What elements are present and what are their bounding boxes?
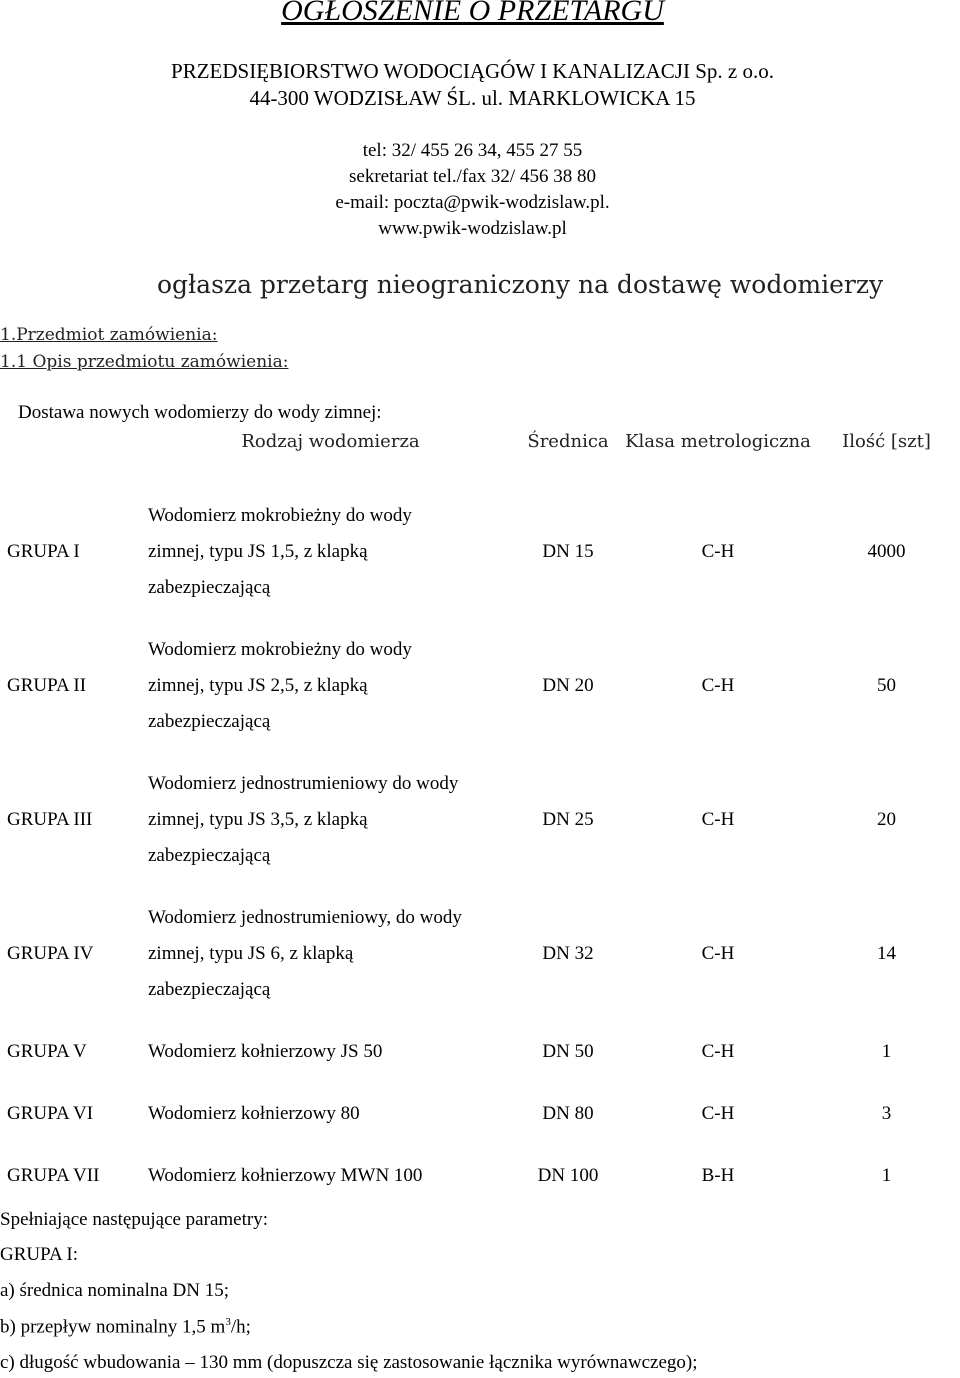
meter-description: Wodomierz kołnierzowy JS 50 — [148, 1041, 383, 1062]
quantity: 14 — [877, 943, 896, 964]
table-row — [0, 887, 960, 1021]
diameter: DN 25 — [542, 809, 594, 830]
param-c: c) długość wbudowania – 130 mm (dopuszcza się zastosowanie łącznika wyrównawczego); — [0, 1352, 698, 1373]
group-label: GRUPA I — [7, 541, 80, 562]
diameter: DN 32 — [542, 943, 594, 964]
subsection-heading: 1.1 Opis przedmiotu zamówienia: — [0, 352, 289, 372]
params-group-heading: GRUPA I: — [0, 1244, 78, 1265]
table-row — [0, 619, 960, 753]
meter-description: Wodomierz mokrobieżny do wody zimnej, typu JS 2,5, z klapką zabezpieczającą — [148, 639, 412, 732]
params-intro: Spełniające następujące parametry: — [0, 1209, 268, 1230]
metrological-class: B-H — [701, 1165, 735, 1186]
section-heading: 1.Przedmiot zamówienia: — [0, 325, 218, 345]
meter-description: Wodomierz jednostrumieniowy, do wody zimnej, typu JS 6, z klapką zabezpieczającą — [148, 907, 462, 1000]
metrological-class: C-H — [701, 1103, 735, 1124]
meter-description: Wodomierz mokrobieżny do wody zimnej, typu JS 1,5, z klapką zabezpieczającą — [148, 505, 412, 598]
diameter: DN 50 — [542, 1041, 594, 1062]
param-a: a) średnica nominalna DN 15; — [0, 1280, 229, 1301]
diameter: DN 15 — [542, 541, 594, 562]
diameter: DN 100 — [537, 1165, 599, 1186]
quantity: 20 — [877, 809, 896, 830]
meter-description: Wodomierz jednostrumieniowy do wody zimnej, typu JS 3,5, z klapką zabezpieczającą — [148, 773, 459, 866]
company-name: PRZEDSIĘBIORSTWO WODOCIĄGÓW I KANALIZACJI Sp. z o.o. — [171, 59, 774, 83]
table-row — [0, 1021, 960, 1083]
document-title: OGŁOSZENIE O PRZETARGU — [281, 0, 664, 27]
diameter: DN 20 — [542, 675, 594, 696]
contact-www: www.pwik-wodzislaw.pl — [378, 218, 567, 239]
group-label: GRUPA IV — [7, 943, 94, 964]
header-diameter: Średnica — [527, 430, 609, 452]
group-label: GRUPA III — [7, 809, 93, 830]
group-label: GRUPA II — [7, 675, 87, 696]
table-row — [0, 1145, 960, 1207]
metrological-class: C-H — [701, 675, 735, 696]
group-label: GRUPA VII — [7, 1165, 100, 1186]
header-quantity: Ilość [szt] — [842, 430, 931, 452]
diameter: DN 80 — [542, 1103, 594, 1124]
quantity: 4000 — [867, 541, 906, 562]
quantity: 1 — [881, 1041, 892, 1062]
contact-tel: tel: 32/ 455 26 34, 455 27 55 — [362, 140, 583, 161]
quantity: 50 — [877, 675, 896, 696]
meter-description: Wodomierz kołnierzowy 80 — [148, 1103, 360, 1124]
table-row — [0, 1083, 960, 1145]
table-header-row — [0, 421, 960, 461]
quantity: 3 — [881, 1103, 892, 1124]
intro-text: Dostawa nowych wodomierzy do wody zimnej: — [18, 402, 382, 423]
contact-email: e-mail: poczta@pwik-wodzislaw.pl. — [335, 192, 610, 213]
announcement: ogłasza przetarg nieograniczony na dostawę wodomierzy — [157, 270, 884, 299]
contact-fax: sekretariat tel./fax 32/ 456 38 80 — [349, 166, 596, 187]
table-row — [0, 753, 960, 887]
company-address: 44-300 WODZISŁAW ŚL. ul. MARKLOWICKA 15 — [249, 86, 696, 110]
metrological-class: C-H — [701, 809, 735, 830]
water-meter-table — [0, 421, 960, 1207]
metrological-class: C-H — [701, 541, 735, 562]
metrological-class: C-H — [701, 1041, 735, 1062]
group-label: GRUPA VI — [7, 1103, 94, 1124]
table-row — [0, 485, 960, 619]
metrological-class: C-H — [701, 943, 735, 964]
header-type: Rodzaj wodomierza — [241, 430, 420, 452]
param-b: b) przepływ nominalny 1,5 $m^3/h$; — [0, 1316, 251, 1338]
group-label: GRUPA V — [7, 1041, 87, 1062]
meter-description: Wodomierz kołnierzowy MWN 100 — [148, 1165, 423, 1186]
quantity: 1 — [881, 1165, 892, 1186]
header-class: Klasa metrologiczna — [625, 430, 811, 452]
